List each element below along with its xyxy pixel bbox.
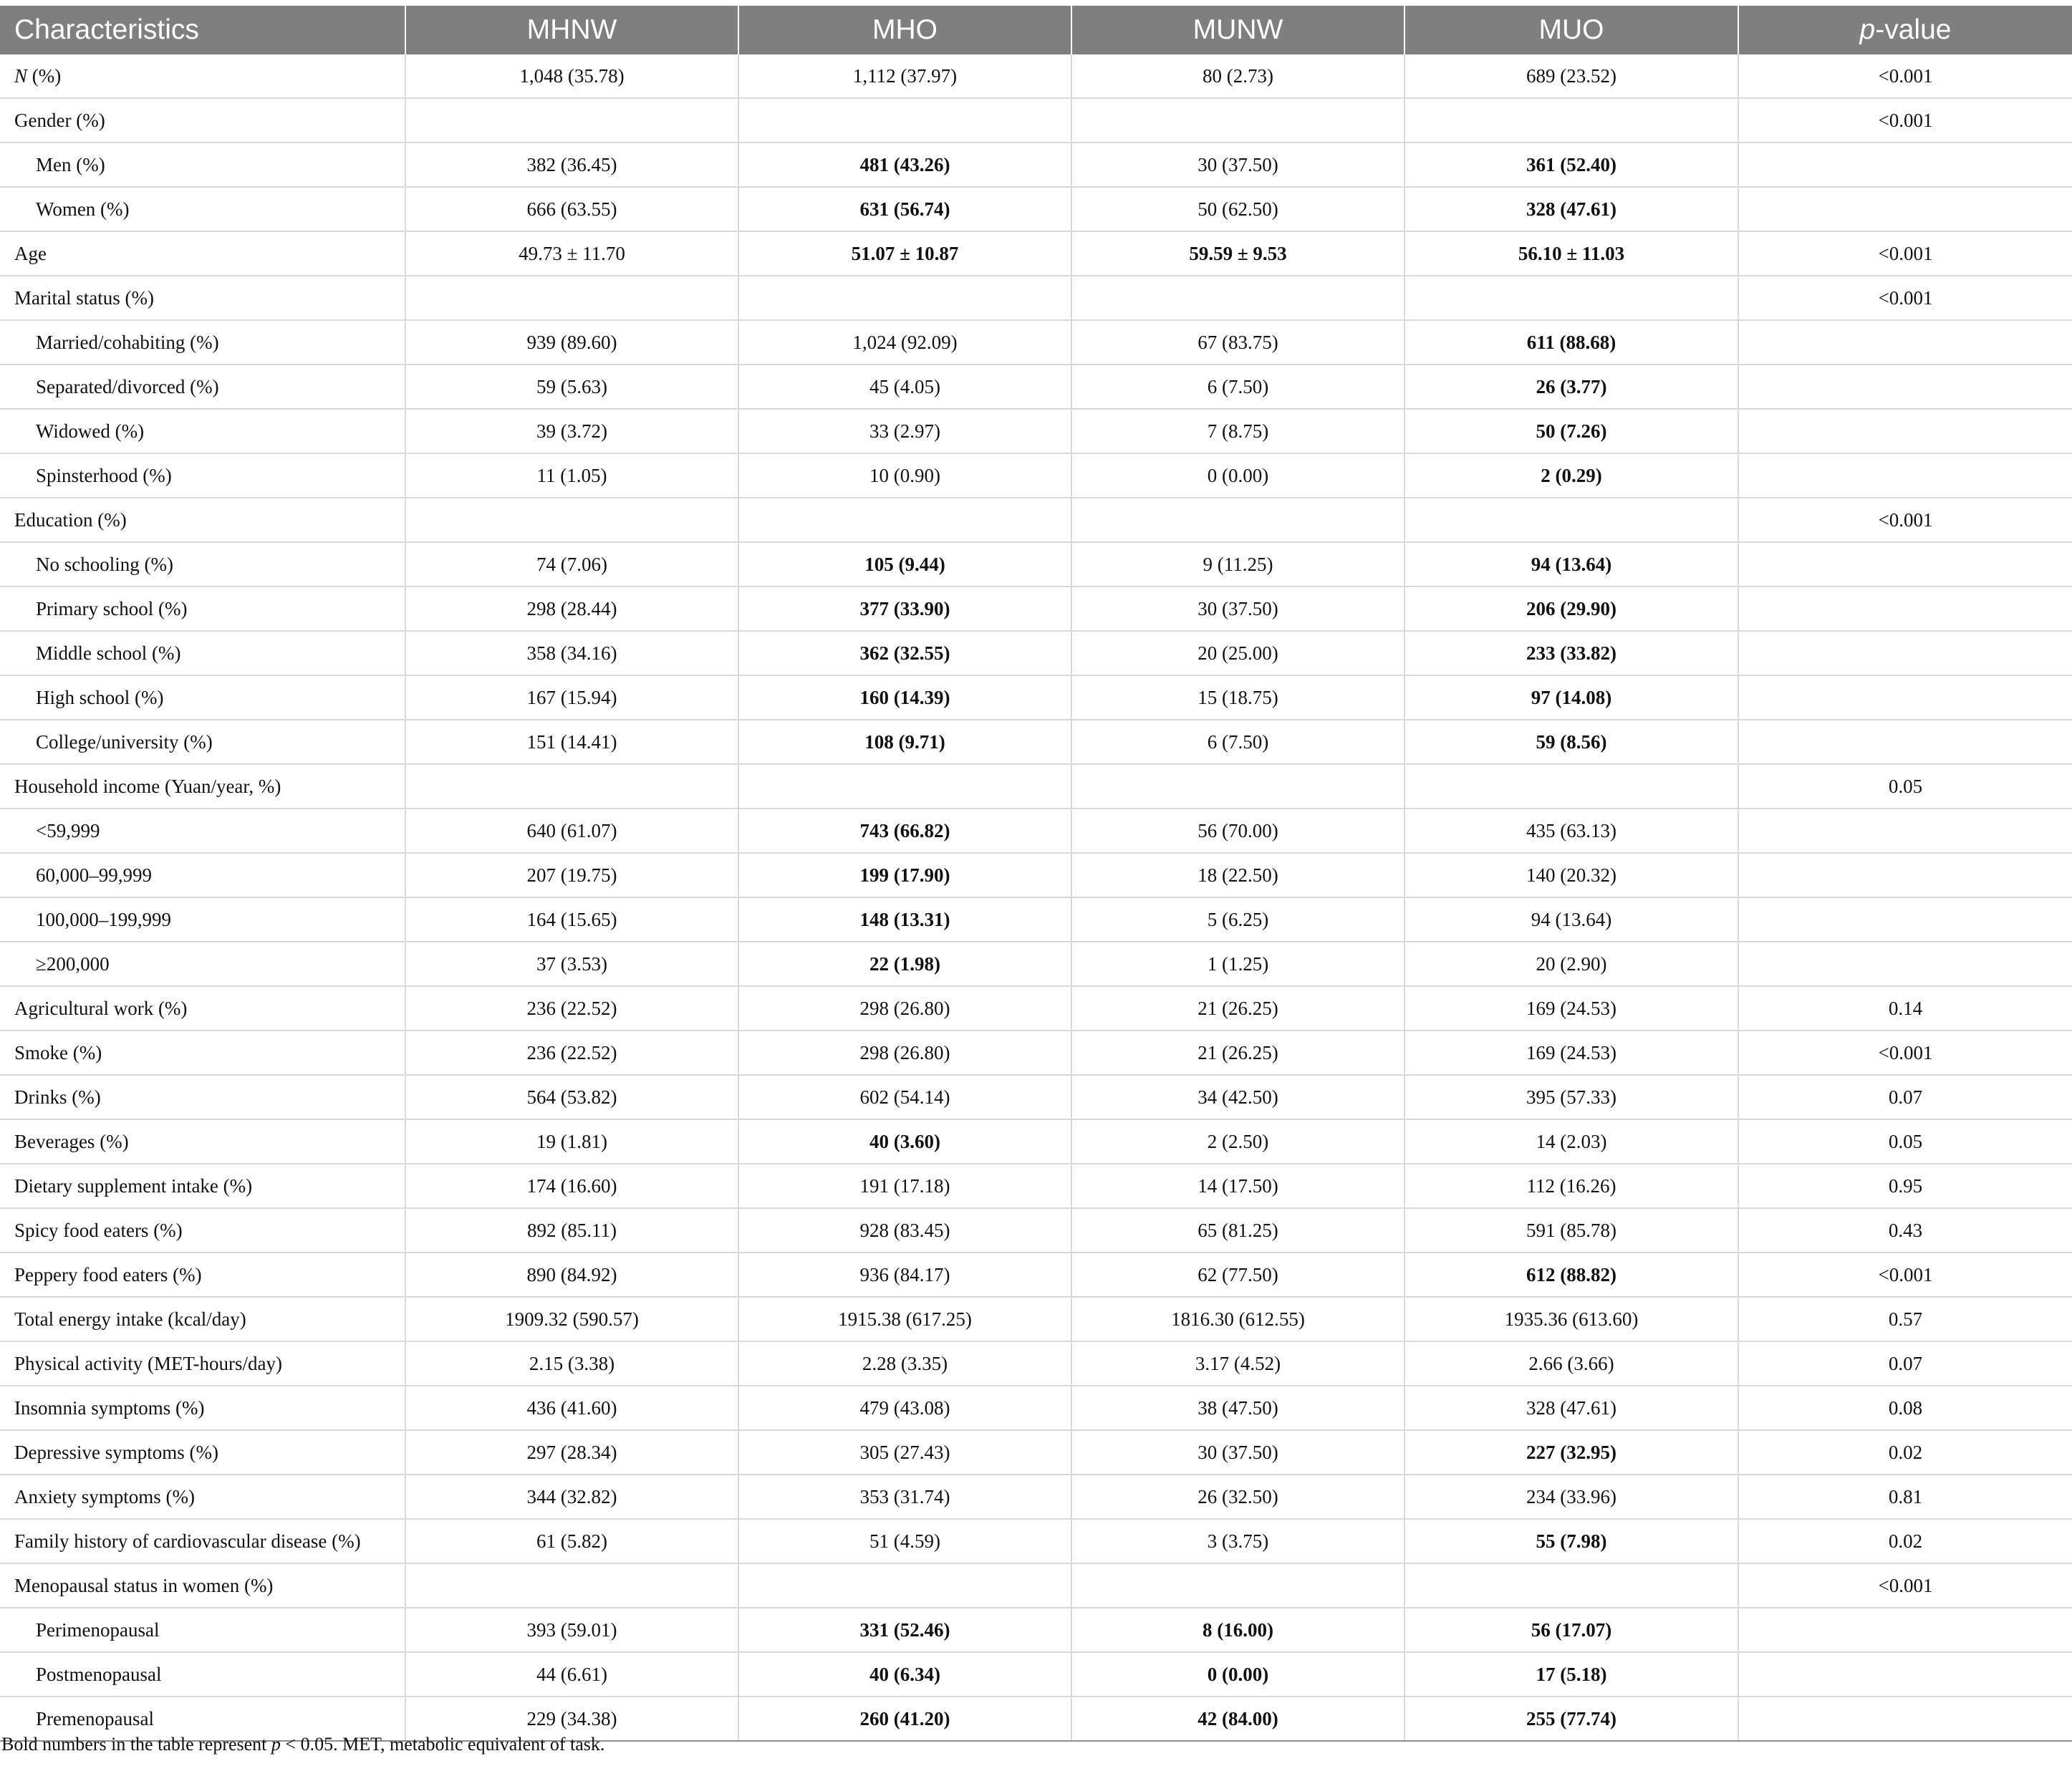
table-row bbox=[0, 365, 2072, 409]
cell-p-value bbox=[1738, 320, 2072, 365]
cell-munw bbox=[1071, 498, 1404, 542]
cell-munw: 8 (16.00) bbox=[1071, 1608, 1404, 1652]
cell-mho: 51.07 ± 10.87 bbox=[738, 231, 1071, 276]
cell-mho: 2.28 (3.35) bbox=[738, 1341, 1071, 1386]
table-row bbox=[0, 1341, 2072, 1386]
row-label-text: (%) bbox=[27, 64, 62, 87]
cell-muo: 140 (20.32) bbox=[1404, 853, 1738, 897]
cell-mho: 108 (9.71) bbox=[738, 720, 1071, 764]
row-label: Women (%) bbox=[0, 187, 405, 231]
cell-munw: 26 (32.50) bbox=[1071, 1475, 1404, 1519]
cell-munw: 2 (2.50) bbox=[1071, 1119, 1404, 1164]
row-label: 60,000–99,999 bbox=[0, 853, 405, 897]
cell-p-value: 0.07 bbox=[1738, 1075, 2072, 1119]
cell-munw: 21 (26.25) bbox=[1071, 1031, 1404, 1075]
cell-p-value: 0.07 bbox=[1738, 1341, 2072, 1386]
table-row bbox=[0, 764, 2072, 809]
cell-p-value: 0.05 bbox=[1738, 764, 2072, 809]
header-characteristics: Characteristics bbox=[0, 6, 405, 54]
cell-mhnw: 382 (36.45) bbox=[405, 143, 738, 187]
row-label: Household income (Yuan/year, %) bbox=[0, 764, 405, 809]
cell-munw: 9 (11.25) bbox=[1071, 542, 1404, 587]
cell-p-value bbox=[1738, 187, 2072, 231]
cell-muo: 689 (23.52) bbox=[1404, 54, 1738, 98]
cell-muo: 94 (13.64) bbox=[1404, 897, 1738, 942]
cell-mhnw bbox=[405, 98, 738, 143]
table-row bbox=[0, 498, 2072, 542]
header-mho: MHO bbox=[738, 6, 1071, 54]
cell-munw: 50 (62.50) bbox=[1071, 187, 1404, 231]
cell-munw: 80 (2.73) bbox=[1071, 54, 1404, 98]
row-label: No schooling (%) bbox=[0, 542, 405, 587]
cell-p-value bbox=[1738, 143, 2072, 187]
row-label: Men (%) bbox=[0, 143, 405, 187]
table-row bbox=[0, 1652, 2072, 1697]
row-label: Anxiety symptoms (%) bbox=[0, 1475, 405, 1519]
cell-p-value: <0.001 bbox=[1738, 98, 2072, 143]
cell-mho: 191 (17.18) bbox=[738, 1164, 1071, 1208]
cell-muo: 206 (29.90) bbox=[1404, 587, 1738, 631]
table-row bbox=[0, 1075, 2072, 1119]
cell-muo: 361 (52.40) bbox=[1404, 143, 1738, 187]
cell-p-value bbox=[1738, 853, 2072, 897]
cell-mho: 305 (27.43) bbox=[738, 1430, 1071, 1475]
cell-mho: 1,024 (92.09) bbox=[738, 320, 1071, 365]
cell-mho: 928 (83.45) bbox=[738, 1208, 1071, 1253]
cell-muo bbox=[1404, 498, 1738, 542]
cell-mhnw: 1,048 (35.78) bbox=[405, 54, 738, 98]
cell-munw bbox=[1071, 98, 1404, 143]
cell-mhnw bbox=[405, 1563, 738, 1608]
cell-mho: 40 (3.60) bbox=[738, 1119, 1071, 1164]
cell-munw: 56 (70.00) bbox=[1071, 809, 1404, 853]
table-row bbox=[0, 1297, 2072, 1341]
cell-p-value bbox=[1738, 453, 2072, 498]
cell-mho: 260 (41.20) bbox=[738, 1697, 1071, 1741]
row-label: ≥200,000 bbox=[0, 942, 405, 986]
cell-muo: 1935.36 (613.60) bbox=[1404, 1297, 1738, 1341]
cell-mhnw: 640 (61.07) bbox=[405, 809, 738, 853]
cell-mhnw: 236 (22.52) bbox=[405, 1031, 738, 1075]
cell-mhnw: 344 (32.82) bbox=[405, 1475, 738, 1519]
header-munw: MUNW bbox=[1071, 6, 1404, 54]
cell-muo bbox=[1404, 1563, 1738, 1608]
row-label: Perimenopausal bbox=[0, 1608, 405, 1652]
row-label: Widowed (%) bbox=[0, 409, 405, 453]
cell-p-value: 0.05 bbox=[1738, 1119, 2072, 1164]
table-row bbox=[0, 542, 2072, 587]
cell-p-value: <0.001 bbox=[1738, 1563, 2072, 1608]
cell-muo: 612 (88.82) bbox=[1404, 1253, 1738, 1297]
cell-muo bbox=[1404, 764, 1738, 809]
cell-muo: 395 (57.33) bbox=[1404, 1075, 1738, 1119]
cell-mho bbox=[738, 98, 1071, 143]
row-label: Family history of cardiovascular disease (%) bbox=[0, 1519, 405, 1563]
cell-muo: 328 (47.61) bbox=[1404, 1386, 1738, 1430]
cell-p-value bbox=[1738, 409, 2072, 453]
table-row bbox=[0, 942, 2072, 986]
cell-munw: 0 (0.00) bbox=[1071, 1652, 1404, 1697]
cell-muo: 97 (14.08) bbox=[1404, 675, 1738, 720]
cell-munw: 6 (7.50) bbox=[1071, 365, 1404, 409]
cell-munw: 65 (81.25) bbox=[1071, 1208, 1404, 1253]
header-p-value bbox=[1738, 6, 2072, 54]
table-row bbox=[0, 276, 2072, 320]
cell-p-value bbox=[1738, 542, 2072, 587]
footnote-p-italic: p bbox=[271, 1734, 281, 1755]
cell-p-value bbox=[1738, 720, 2072, 764]
cell-mhnw: 49.73 ± 11.70 bbox=[405, 231, 738, 276]
row-label: Gender (%) bbox=[0, 98, 405, 143]
table-row bbox=[0, 453, 2072, 498]
cell-mhnw: 39 (3.72) bbox=[405, 409, 738, 453]
cell-p-value: 0.95 bbox=[1738, 1164, 2072, 1208]
cell-mhnw: 890 (84.92) bbox=[405, 1253, 738, 1297]
cell-munw: 30 (37.50) bbox=[1071, 1430, 1404, 1475]
cell-mhnw: 436 (41.60) bbox=[405, 1386, 738, 1430]
cell-p-value bbox=[1738, 942, 2072, 986]
header-muo: MUO bbox=[1404, 6, 1738, 54]
row-label: Married/cohabiting (%) bbox=[0, 320, 405, 365]
table-row bbox=[0, 98, 2072, 143]
table-row bbox=[0, 1519, 2072, 1563]
cell-mho: 298 (26.80) bbox=[738, 986, 1071, 1031]
table-row bbox=[0, 809, 2072, 853]
cell-mho: 298 (26.80) bbox=[738, 1031, 1071, 1075]
characteristics-table bbox=[0, 6, 2072, 1742]
cell-p-value: <0.001 bbox=[1738, 231, 2072, 276]
cell-munw: 5 (6.25) bbox=[1071, 897, 1404, 942]
cell-mhnw bbox=[405, 764, 738, 809]
cell-mhnw: 61 (5.82) bbox=[405, 1519, 738, 1563]
row-label: Drinks (%) bbox=[0, 1075, 405, 1119]
cell-muo: 328 (47.61) bbox=[1404, 187, 1738, 231]
cell-p-value bbox=[1738, 897, 2072, 942]
row-label: Spinsterhood (%) bbox=[0, 453, 405, 498]
cell-mhnw: 44 (6.61) bbox=[405, 1652, 738, 1697]
cell-muo: 56 (17.07) bbox=[1404, 1608, 1738, 1652]
table-container bbox=[0, 6, 2072, 1742]
cell-munw: 59.59 ± 9.53 bbox=[1071, 231, 1404, 276]
cell-muo bbox=[1404, 98, 1738, 143]
cell-munw: 1816.30 (612.55) bbox=[1071, 1297, 1404, 1341]
table-row bbox=[0, 1608, 2072, 1652]
table-row bbox=[0, 897, 2072, 942]
cell-p-value: 0.02 bbox=[1738, 1430, 2072, 1475]
table-row bbox=[0, 1031, 2072, 1075]
cell-mho: 199 (17.90) bbox=[738, 853, 1071, 897]
cell-mhnw: 236 (22.52) bbox=[405, 986, 738, 1031]
row-label bbox=[0, 54, 405, 98]
table-row bbox=[0, 143, 2072, 187]
cell-mhnw: 167 (15.94) bbox=[405, 675, 738, 720]
table-body bbox=[0, 54, 2072, 1741]
cell-mhnw: 297 (28.34) bbox=[405, 1430, 738, 1475]
row-label: High school (%) bbox=[0, 675, 405, 720]
row-label-italic: N bbox=[14, 64, 28, 87]
cell-mhnw bbox=[405, 498, 738, 542]
cell-mho: 353 (31.74) bbox=[738, 1475, 1071, 1519]
cell-p-value bbox=[1738, 1697, 2072, 1741]
cell-mhnw: 74 (7.06) bbox=[405, 542, 738, 587]
cell-mho: 105 (9.44) bbox=[738, 542, 1071, 587]
cell-munw: 3 (3.75) bbox=[1071, 1519, 1404, 1563]
cell-mho bbox=[738, 276, 1071, 320]
cell-p-value: 0.57 bbox=[1738, 1297, 2072, 1341]
cell-munw: 1 (1.25) bbox=[1071, 942, 1404, 986]
table-row bbox=[0, 853, 2072, 897]
cell-mho: 33 (2.97) bbox=[738, 409, 1071, 453]
cell-mho: 377 (33.90) bbox=[738, 587, 1071, 631]
cell-mho: 45 (4.05) bbox=[738, 365, 1071, 409]
table-row bbox=[0, 409, 2072, 453]
cell-mhnw: 666 (63.55) bbox=[405, 187, 738, 231]
cell-munw: 67 (83.75) bbox=[1071, 320, 1404, 365]
cell-mhnw: 2.15 (3.38) bbox=[405, 1341, 738, 1386]
cell-p-value bbox=[1738, 1652, 2072, 1697]
cell-munw: 62 (77.50) bbox=[1071, 1253, 1404, 1297]
cell-munw: 38 (47.50) bbox=[1071, 1386, 1404, 1430]
cell-munw: 0 (0.00) bbox=[1071, 453, 1404, 498]
cell-mho: 362 (32.55) bbox=[738, 631, 1071, 675]
cell-muo: 55 (7.98) bbox=[1404, 1519, 1738, 1563]
cell-munw: 34 (42.50) bbox=[1071, 1075, 1404, 1119]
row-label: Primary school (%) bbox=[0, 587, 405, 631]
header-mhnw: MHNW bbox=[405, 6, 738, 54]
row-label: Physical activity (MET-hours/day) bbox=[0, 1341, 405, 1386]
cell-muo: 591 (85.78) bbox=[1404, 1208, 1738, 1253]
cell-p-value bbox=[1738, 1608, 2072, 1652]
cell-mho: 481 (43.26) bbox=[738, 143, 1071, 187]
cell-muo: 59 (8.56) bbox=[1404, 720, 1738, 764]
table-row bbox=[0, 1430, 2072, 1475]
table-row bbox=[0, 231, 2072, 276]
row-label: Peppery food eaters (%) bbox=[0, 1253, 405, 1297]
table-row bbox=[0, 1164, 2072, 1208]
row-label: Age bbox=[0, 231, 405, 276]
row-label: Total energy intake (kcal/day) bbox=[0, 1297, 405, 1341]
cell-mhnw: 1909.32 (590.57) bbox=[405, 1297, 738, 1341]
cell-mho: 602 (54.14) bbox=[738, 1075, 1071, 1119]
cell-mhnw: 393 (59.01) bbox=[405, 1608, 738, 1652]
cell-p-value: <0.001 bbox=[1738, 276, 2072, 320]
cell-mhnw: 358 (34.16) bbox=[405, 631, 738, 675]
cell-muo: 227 (32.95) bbox=[1404, 1430, 1738, 1475]
cell-muo: 2.66 (3.66) bbox=[1404, 1341, 1738, 1386]
table-row bbox=[0, 1386, 2072, 1430]
cell-mhnw: 59 (5.63) bbox=[405, 365, 738, 409]
cell-p-value: <0.001 bbox=[1738, 54, 2072, 98]
table-row bbox=[0, 54, 2072, 98]
cell-mho: 1915.38 (617.25) bbox=[738, 1297, 1071, 1341]
table-row bbox=[0, 631, 2072, 675]
cell-mhnw: 174 (16.60) bbox=[405, 1164, 738, 1208]
row-label: Marital status (%) bbox=[0, 276, 405, 320]
footnote-text-before: Bold numbers in the table represent bbox=[1, 1734, 271, 1755]
cell-munw: 42 (84.00) bbox=[1071, 1697, 1404, 1741]
cell-p-value: 0.08 bbox=[1738, 1386, 2072, 1430]
cell-muo: 169 (24.53) bbox=[1404, 1031, 1738, 1075]
cell-muo: 234 (33.96) bbox=[1404, 1475, 1738, 1519]
cell-muo: 112 (16.26) bbox=[1404, 1164, 1738, 1208]
cell-p-value: 0.14 bbox=[1738, 986, 2072, 1031]
table-row bbox=[0, 187, 2072, 231]
row-label: Dietary supplement intake (%) bbox=[0, 1164, 405, 1208]
cell-p-value bbox=[1738, 675, 2072, 720]
cell-mho: 743 (66.82) bbox=[738, 809, 1071, 853]
row-label: Menopausal status in women (%) bbox=[0, 1563, 405, 1608]
cell-p-value bbox=[1738, 809, 2072, 853]
row-label: Separated/divorced (%) bbox=[0, 365, 405, 409]
cell-muo: 2 (0.29) bbox=[1404, 453, 1738, 498]
cell-mho bbox=[738, 498, 1071, 542]
cell-p-value: <0.001 bbox=[1738, 498, 2072, 542]
table-footnote bbox=[1, 1734, 604, 1755]
cell-mhnw: 19 (1.81) bbox=[405, 1119, 738, 1164]
cell-muo: 255 (77.74) bbox=[1404, 1697, 1738, 1741]
header-p-italic: p bbox=[1859, 14, 1876, 45]
cell-p-value bbox=[1738, 631, 2072, 675]
cell-munw bbox=[1071, 764, 1404, 809]
cell-p-value: <0.001 bbox=[1738, 1253, 2072, 1297]
cell-muo: 20 (2.90) bbox=[1404, 942, 1738, 986]
cell-munw: 14 (17.50) bbox=[1071, 1164, 1404, 1208]
table-row bbox=[0, 675, 2072, 720]
cell-mho: 479 (43.08) bbox=[738, 1386, 1071, 1430]
row-label: Education (%) bbox=[0, 498, 405, 542]
cell-munw: 20 (25.00) bbox=[1071, 631, 1404, 675]
cell-p-value bbox=[1738, 587, 2072, 631]
row-label: Postmenopausal bbox=[0, 1652, 405, 1697]
cell-mho: 331 (52.46) bbox=[738, 1608, 1071, 1652]
row-label: Middle school (%) bbox=[0, 631, 405, 675]
cell-muo bbox=[1404, 276, 1738, 320]
cell-mho: 160 (14.39) bbox=[738, 675, 1071, 720]
table-row bbox=[0, 986, 2072, 1031]
cell-muo: 26 (3.77) bbox=[1404, 365, 1738, 409]
table-row bbox=[0, 1563, 2072, 1608]
cell-mho bbox=[738, 1563, 1071, 1608]
cell-mhnw: 151 (14.41) bbox=[405, 720, 738, 764]
cell-muo: 14 (2.03) bbox=[1404, 1119, 1738, 1164]
cell-muo: 169 (24.53) bbox=[1404, 986, 1738, 1031]
header-row bbox=[0, 6, 2072, 54]
row-label: Insomnia symptoms (%) bbox=[0, 1386, 405, 1430]
cell-mho: 40 (6.34) bbox=[738, 1652, 1071, 1697]
cell-munw: 6 (7.50) bbox=[1071, 720, 1404, 764]
table-row bbox=[0, 587, 2072, 631]
cell-mho: 1,112 (37.97) bbox=[738, 54, 1071, 98]
cell-munw: 15 (18.75) bbox=[1071, 675, 1404, 720]
cell-p-value: 0.43 bbox=[1738, 1208, 2072, 1253]
cell-mho: 631 (56.74) bbox=[738, 187, 1071, 231]
cell-p-value: 0.81 bbox=[1738, 1475, 2072, 1519]
cell-munw: 18 (22.50) bbox=[1071, 853, 1404, 897]
table-row bbox=[0, 1253, 2072, 1297]
cell-p-value bbox=[1738, 365, 2072, 409]
table-row bbox=[0, 1475, 2072, 1519]
cell-muo: 17 (5.18) bbox=[1404, 1652, 1738, 1697]
cell-mhnw: 564 (53.82) bbox=[405, 1075, 738, 1119]
table-row bbox=[0, 1119, 2072, 1164]
footnote-text-after: < 0.05. MET, metabolic equivalent of task. bbox=[280, 1734, 605, 1755]
row-label: 100,000–199,999 bbox=[0, 897, 405, 942]
cell-mho: 936 (84.17) bbox=[738, 1253, 1071, 1297]
row-label: Premenopausal bbox=[0, 1697, 405, 1741]
cell-p-value: <0.001 bbox=[1738, 1031, 2072, 1075]
row-label: College/university (%) bbox=[0, 720, 405, 764]
cell-mho: 148 (13.31) bbox=[738, 897, 1071, 942]
cell-munw: 30 (37.50) bbox=[1071, 587, 1404, 631]
cell-mhnw: 37 (3.53) bbox=[405, 942, 738, 986]
table-row bbox=[0, 720, 2072, 764]
cell-muo: 233 (33.82) bbox=[1404, 631, 1738, 675]
cell-mhnw: 892 (85.11) bbox=[405, 1208, 738, 1253]
cell-mho: 22 (1.98) bbox=[738, 942, 1071, 986]
row-label: Depressive symptoms (%) bbox=[0, 1430, 405, 1475]
cell-munw: 30 (37.50) bbox=[1071, 143, 1404, 187]
row-label: Agricultural work (%) bbox=[0, 986, 405, 1031]
cell-mhnw: 207 (19.75) bbox=[405, 853, 738, 897]
cell-munw: 3.17 (4.52) bbox=[1071, 1341, 1404, 1386]
table-row bbox=[0, 320, 2072, 365]
cell-mhnw: 229 (34.38) bbox=[405, 1697, 738, 1741]
cell-muo: 56.10 ± 11.03 bbox=[1404, 231, 1738, 276]
row-label: <59,999 bbox=[0, 809, 405, 853]
cell-mhnw: 939 (89.60) bbox=[405, 320, 738, 365]
cell-mho: 51 (4.59) bbox=[738, 1519, 1071, 1563]
cell-munw: 21 (26.25) bbox=[1071, 986, 1404, 1031]
cell-munw: 7 (8.75) bbox=[1071, 409, 1404, 453]
cell-mhnw: 298 (28.44) bbox=[405, 587, 738, 631]
cell-munw bbox=[1071, 1563, 1404, 1608]
table-row bbox=[0, 1208, 2072, 1253]
cell-mho bbox=[738, 764, 1071, 809]
cell-munw bbox=[1071, 276, 1404, 320]
row-label: Spicy food eaters (%) bbox=[0, 1208, 405, 1253]
cell-mhnw bbox=[405, 276, 738, 320]
cell-muo: 50 (7.26) bbox=[1404, 409, 1738, 453]
header-p-suffix: -value bbox=[1875, 14, 1952, 45]
cell-mho: 10 (0.90) bbox=[738, 453, 1071, 498]
cell-muo: 435 (63.13) bbox=[1404, 809, 1738, 853]
cell-muo: 611 (88.68) bbox=[1404, 320, 1738, 365]
cell-p-value: 0.02 bbox=[1738, 1519, 2072, 1563]
cell-muo: 94 (13.64) bbox=[1404, 542, 1738, 587]
cell-mhnw: 164 (15.65) bbox=[405, 897, 738, 942]
row-label: Smoke (%) bbox=[0, 1031, 405, 1075]
row-label: Beverages (%) bbox=[0, 1119, 405, 1164]
cell-mhnw: 11 (1.05) bbox=[405, 453, 738, 498]
